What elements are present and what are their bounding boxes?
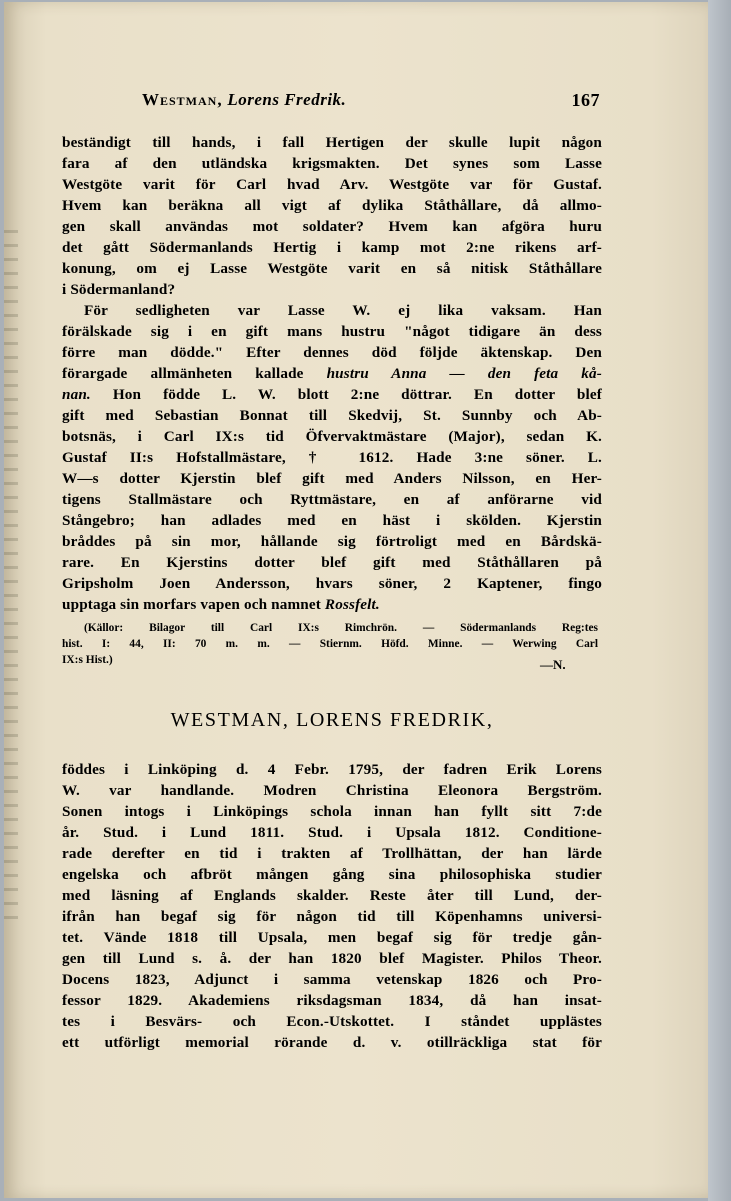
text-line: det gått Södermanlands Hertig i kamp mot 2:ne rikens arf-: [62, 239, 602, 256]
text-line: konung, om ej Lasse Westgöte varit en så nitisk Ståthållare: [62, 260, 602, 277]
text-line: Hvem kan beräkna all vigt af dylika Ståthållare, då allmo-: [62, 197, 602, 214]
sources-line: IX:s Hist.): [62, 654, 113, 666]
text-line: förälskade sig i en gift mans hustru "något tidigare än dess: [62, 323, 602, 340]
text-line: W. var handlande. Modren Christina Eleonora Bergström.: [62, 782, 602, 799]
text-line: gen skall användas mot soldater? Hvem kan afgöra huru: [62, 218, 602, 235]
sources-text: Bilagor till Carl IX:s Rimchrön. — Södermanlands Reg:tes: [149, 622, 598, 634]
text-line: tet. Vände 1818 till Upsala, men begaf sig för tredje gån-: [62, 929, 602, 946]
italic-name: Rossfelt.: [324, 596, 380, 613]
text-line: bråddes på sin mor, hållande sig förtroligt med en Bårdskä-: [62, 533, 602, 550]
italic-quote: nan.: [62, 386, 91, 403]
text-span: upptaga sin morfars vapen och namnet: [62, 596, 321, 613]
text-line: föddes i Linköping d. 4 Febr. 1795, der fadren Erik Lorens: [62, 761, 602, 778]
text-line: Docens 1823, Adjunct i samma vetenskap 1826 och Pro-: [62, 971, 602, 988]
text-line: fara af den utländska krigsmakten. Det synes som Lasse: [62, 155, 602, 172]
header-name: Westman,: [142, 90, 223, 109]
text-line: [62, 385, 602, 405]
binding-shadow: [4, 230, 18, 930]
text-line: beständigt till hands, i fall Hertigen der skulle lupit någon: [62, 134, 602, 151]
text-line: Westgöte varit för Carl hvad Arv. Westgöte var för Gustaf.: [62, 176, 602, 193]
text-line: ett utförligt memorial rörande d. v. otillräckliga stat för: [62, 1034, 602, 1051]
text-line: Gustaf II:s Hofstallmästare, † 1612. Hade 3:ne söner. L.: [62, 449, 602, 466]
text-line: botsnäs, i Carl IX:s tid Öfvervaktmästare (Major), sedan K.: [62, 428, 602, 445]
text-line: gen till Lund s. å. der han 1820 blef Magister. Philos Theor.: [62, 950, 602, 967]
text-line: Stångebro; han adlades med en häst i skölden. Kjerstin: [62, 512, 602, 529]
text-line: Gripsholm Joen Andersson, hvars söner, 2 Kaptener, fingo: [62, 575, 602, 592]
italic-quote: hustru Anna — den feta kå-: [326, 365, 602, 382]
text-line: W—s dotter Kjerstin blef gift med Anders Nilsson, en Her-: [62, 470, 602, 487]
text-line: engelska och afbröt mången gång sina philosophiska studier: [62, 866, 602, 883]
text-line: med läsning af Englands skalder. Reste åter till Lund, der-: [62, 887, 602, 904]
text-line: år. Stud. i Lund 1811. Stud. i Upsala 1812. Conditione-: [62, 824, 602, 841]
text-line: [62, 595, 602, 615]
text-span: Hon födde L. W. blott 2:ne döttrar. En dotter blef: [112, 386, 602, 403]
text-line: ifrån han begaf sig för någon tid till Köpenhamns universi-: [62, 908, 602, 925]
text-line: tes i Besvärs- och Econ.-Utskottet. I ståndet upplästes: [62, 1013, 602, 1030]
section-heading: WESTMAN, LORENS FREDRIK,: [170, 709, 494, 731]
text-line: Sonen intogs i Linköpings schola innan han fyllt sitt 7:de: [62, 803, 602, 820]
text-line: i Södermanland?: [62, 281, 176, 298]
text-line: [62, 364, 602, 384]
scan-edge: [708, 0, 731, 1201]
sources-line: hist. I: 44, II: 70 m. m. — Stiernm. Höfd. Minne. — Werwing Carl: [62, 638, 598, 650]
text-line: tigens Stallmästare och Ryttmästare, en af anförarne vid: [62, 491, 602, 508]
header-subject: Lorens Fredrik.: [227, 90, 347, 109]
sources-line: [84, 620, 598, 636]
text-line: förre man dödde." Efter dennes död följde äktenskap. Den: [62, 344, 602, 361]
text-line: fessor 1829. Akademiens riksdagsman 1834, då han insat-: [62, 992, 602, 1009]
page-number: 167: [571, 90, 600, 110]
text-line: För sedligheten var Lasse W. ej lika vaksam. Han: [84, 302, 602, 319]
text-line: gift med Sebastian Bonnat till Skedvij, St. Sunnby och Ab-: [62, 407, 602, 424]
text-line: rade derefter en tid i trakten af Trollhättan, der han lärde: [62, 845, 602, 862]
running-header: [142, 90, 600, 116]
text-line: rare. En Kjerstins dotter blef gift med Ståthållaren på: [62, 554, 602, 571]
text-span: förargade allmänheten kallade: [62, 365, 304, 382]
sources-label: (Källor:: [84, 622, 124, 634]
author-signature: —N.: [540, 657, 566, 672]
